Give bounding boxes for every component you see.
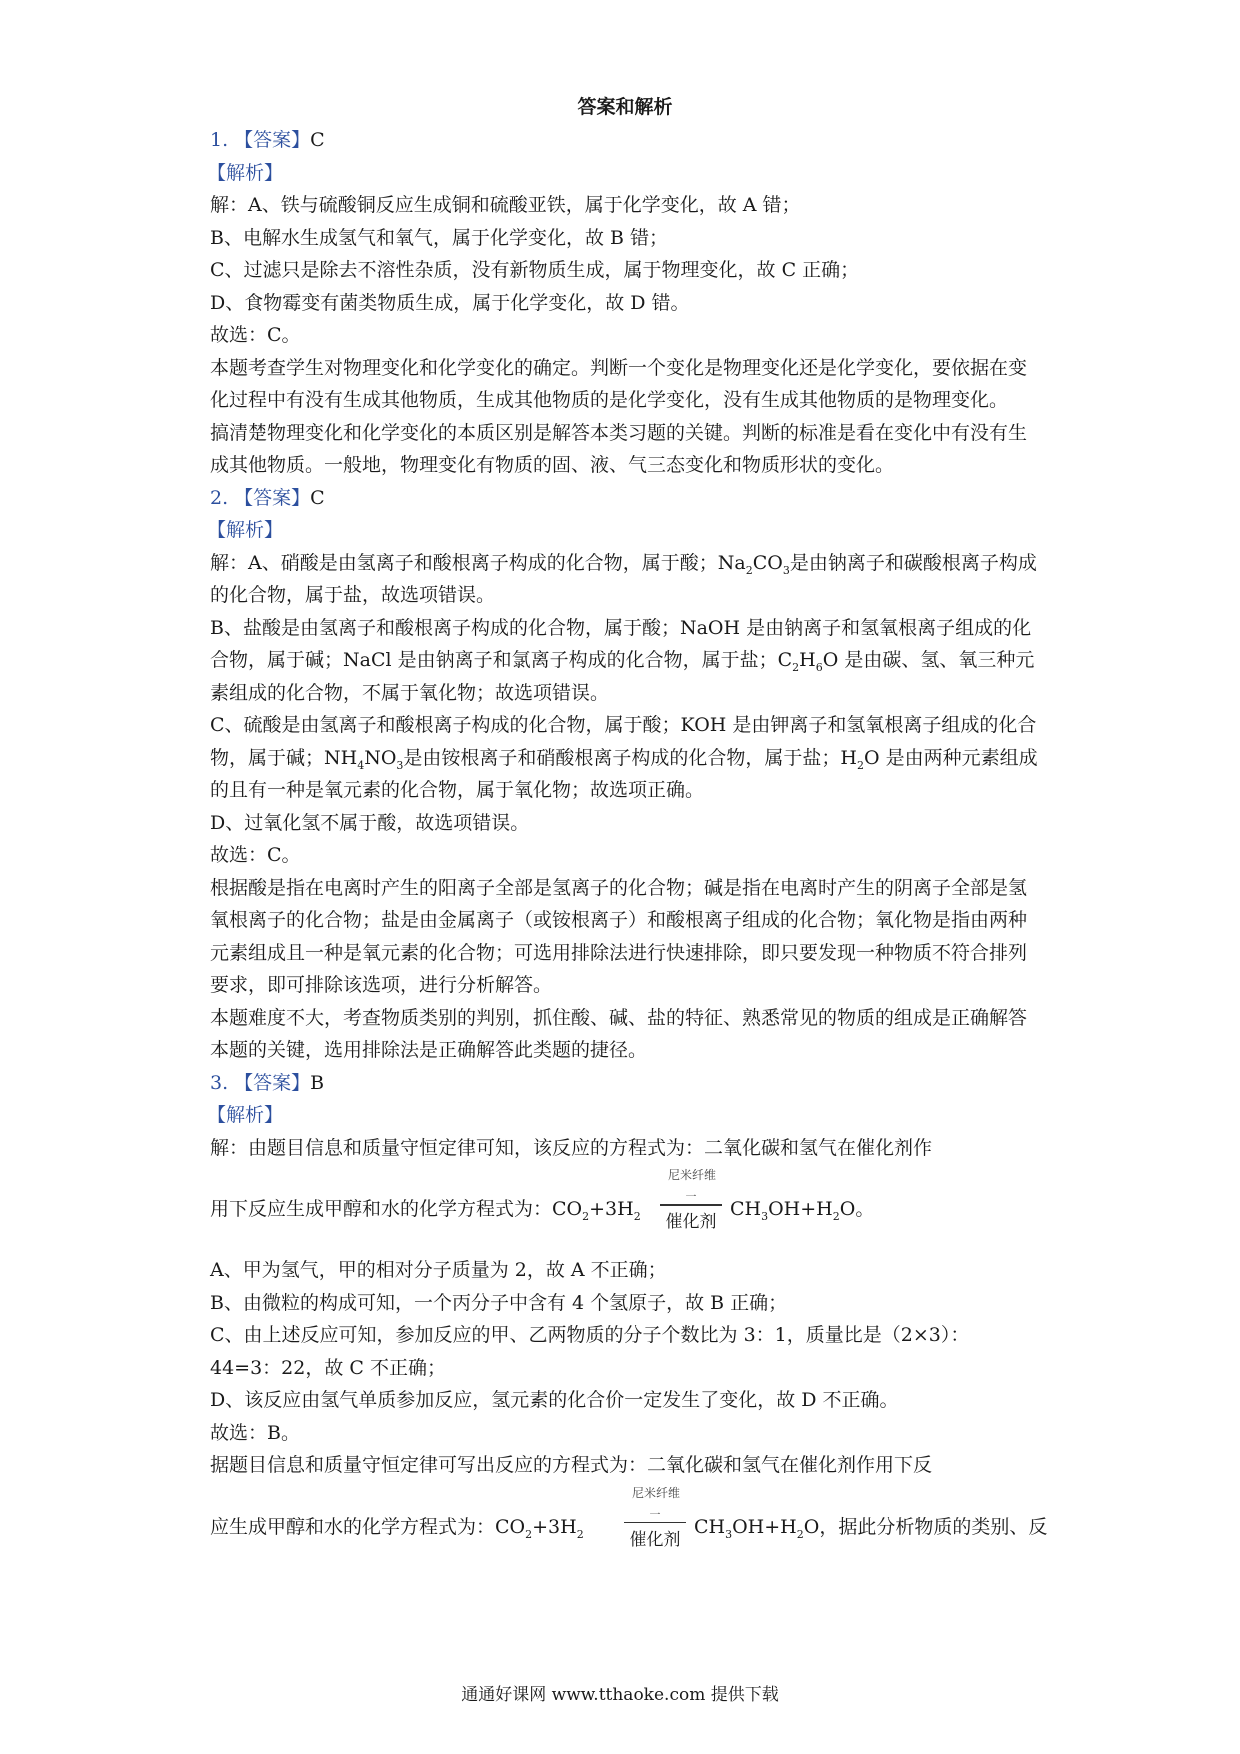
page-footer: 通通好课网 www.tthaoke.com 提供下载 <box>461 1685 779 1705</box>
q1-paragraph: 本题考查学生对物理变化和化学变化的确定。判断一个变化是物理变化还是化学变化，要依据在变化过程中有没有生成其他物质，生成其他物质的是化学变化，没有生成其他物质的是物理变化。 <box>210 356 1028 411</box>
q2-option-d: D、过氧化氢不属于酸，故选项错误。 <box>210 811 530 834</box>
q3-line: 44=3：22，故 C 不正确； <box>210 1356 446 1379</box>
q2-option-b: B、盐酸是由氢离子和酸根离子构成的化合物，属于酸；NaOH 是由钠离子和氢氧根离子组成的化合物，属于碱；NaCl 是由钠离子和氯离子构成的化合物，属于盐；$C_2H_6O$ 是由碳、氢、氧三种元素组成的化合物，不属于氧化物；故选项错误。 <box>210 616 1035 704</box>
q1-analysis-label: 【解析】 <box>207 161 284 184</box>
q2-choice: 故选：C。 <box>210 844 301 866</box>
q3-line: C、由上述反应可知，参加反应的甲、乙两物质的分子个数比为 3：1，质量比是（2×3）： <box>210 1324 970 1346</box>
q2-paragraph: 根据酸是指在电离时产生的阳离子全部是氢离子的化合物；碱是指在电离时产生的阴离子全部是氢氧根离子的化合物；盐是由金属离子（或铵根离子）和酸根离子组成的化合物；氧化物是指由两种元素组成且一种是氧元素的化合物；可选用排除法进行快速排除，即只要发现一种物质不符合排列要求，即可排除该选项，进行分析解答。 <box>210 876 1028 996</box>
document-page <box>207 92 1048 1572</box>
q2-option-a: 解：A、硝酸是由氢离子和酸根离子构成的化合物，属于酸；$Na_2CO_3$是由钠离子和碳酸根离子构成的化合物，属于盐，故选项错误。 <box>210 551 1037 606</box>
q2-paragraph: 本题难度不大，考查物质类别的判别，抓住酸、碱、盐的特征、熟悉常见的物质的组成是正确解答本题的关键，选用排除法是正确解答此类题的捷径。 <box>210 1006 1028 1061</box>
q3-line: D、该反应由氢气单质参加反应，氢元素的化合价一定发生了变化，故 D 不正确。 <box>210 1389 899 1411</box>
q1-line: 故选：C。 <box>210 324 301 346</box>
q3-line: 故选：B。 <box>210 1421 300 1444</box>
q1-paragraph: 搞清楚物理变化和化学变化的本质区别是解答本类习题的关键。判断的标准是看在变化中有没有生成其他物质。一般地，物理变化有物质的固、液、气三态变化和物质形状的变化。 <box>210 421 1028 476</box>
q3-intro: 解：由题目信息和质量守恒定律可知，该反应的方程式为：二氧化碳和氢气在催化剂作 <box>210 1136 933 1159</box>
q1-line: C、过滤只是除去不溶性杂质，没有新物质生成，属于物理变化，故 C 正确； <box>210 259 860 281</box>
q1-line: D、食物霉变有菌类物质生成，属于化学变化，故 D 错。 <box>210 291 690 314</box>
q1-line: B、电解水生成氢气和氧气，属于化学变化，故 B 错； <box>210 226 669 249</box>
q3-answer: 3. 【答案】B <box>210 1071 325 1094</box>
q3-analysis-label: 【解析】 <box>207 1104 284 1126</box>
q2-answer: 2. 【答案】C <box>210 486 325 509</box>
q3-line: B、由微粒的构成可知，一个丙分子中含有 4 个氢原子，故 B 正确； <box>210 1291 788 1314</box>
reaction-condition: 尼米纤维 一 催化剂 <box>624 1482 686 1566</box>
q2-analysis-label: 【解析】 <box>207 519 284 541</box>
q2-option-c: C、硫酸是由氢离子和酸根离子构成的化合物，属于酸；KOH 是由钾离子和氢氧根离子组成的化合物，属于碱；$NH_4NO_3$是由铵根离子和硝酸根离子构成的化合物，属于盐；$H_2O$ 是由两种元素组成的且有一种是氧元素的化合物，属于氧化物；故选项正确。 <box>210 714 1038 801</box>
q1-answer: 1. 【答案】C <box>210 129 325 151</box>
q3-outro: 据题目信息和质量守恒定律可写出反应的方程式为：二氧化碳和氢气在催化剂作用下反 <box>210 1454 933 1476</box>
q1-line: 解：A、铁与硫酸铜反应生成铜和硫酸亚铁，属于化学变化，故 A 错； <box>210 194 801 216</box>
page-title: 答案和解析 <box>577 96 673 118</box>
q3-equation-line: 用下反应生成甲醇和水的化学方程式为：$CO_2+3H_2$ 尼米纤维 一 催化剂 $CH_3OH+H_2O$。 <box>210 1164 1040 1254</box>
q3-equation-line-2: 应生成甲醇和水的化学方程式为：$CO_2+3H_2$ 尼米纤维 一 催化剂 $CH_3OH+H_2O$，据此分析物质的类别、反 <box>210 1482 1040 1572</box>
reaction-condition: 尼米纤维 一 催化剂 <box>660 1164 722 1248</box>
q3-line: A、甲为氢气，甲的相对分子质量为 2，故 A 不正确； <box>210 1259 667 1281</box>
